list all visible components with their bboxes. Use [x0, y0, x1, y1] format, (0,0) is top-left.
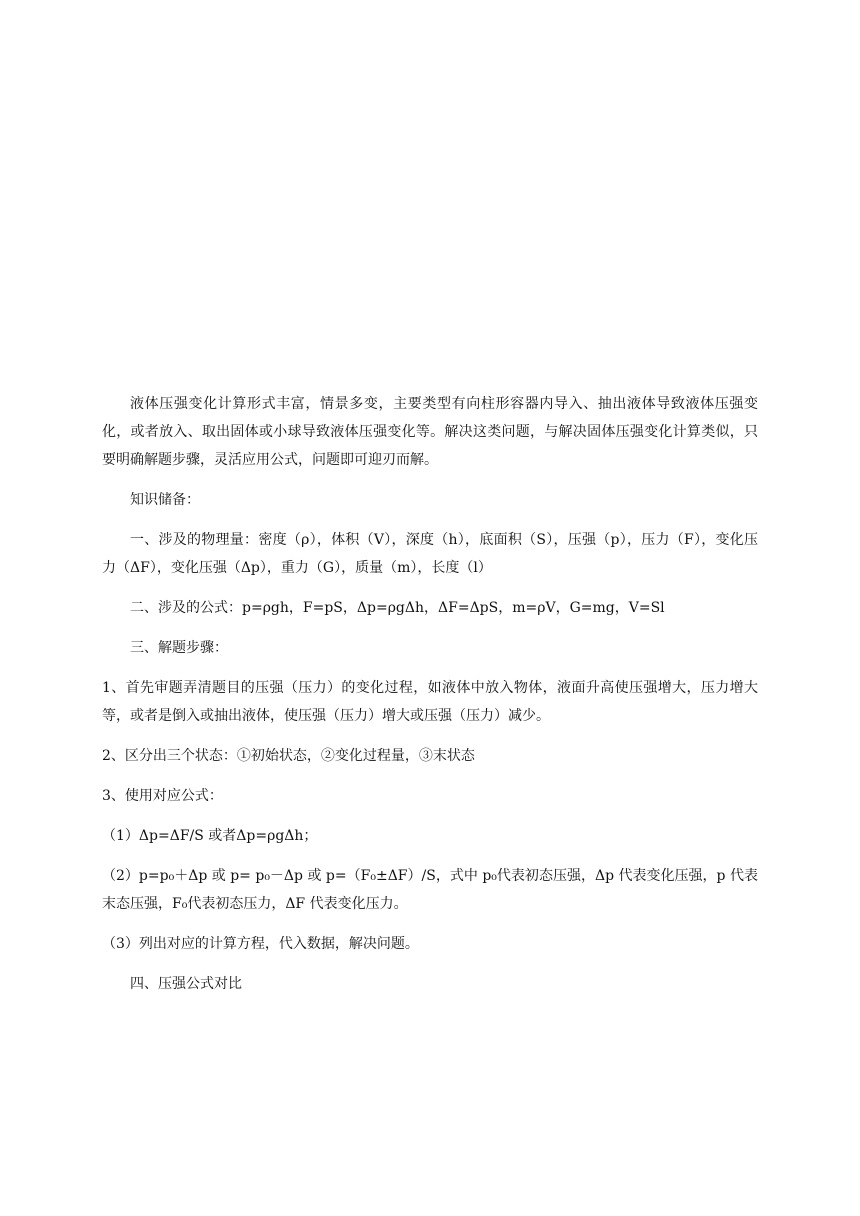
document-body [102, 390, 758, 998]
formulas-paragraph: 二、涉及的公式：p=ρgh，F=pS，Δp=ρgΔh，ΔF=ΔpS，m=ρV，G=mg，V=Sl [130, 600, 665, 616]
formula-item-1: （1）Δp=ΔF/S 或者Δp=ρgΔh； [102, 828, 318, 844]
comparison-heading: 四、压强公式对比 [130, 976, 242, 992]
step-3-paragraph: 3、使用对应公式： [102, 788, 223, 804]
formula-item-2: （2）p=p₀＋Δp 或 p= p₀－Δp 或 p=（F₀±ΔF）/S，式中 p₀代表初态压强，Δp 代表变化压强，p 代表末态压强，F₀代表初态压力，ΔF 代表变化压力。 [102, 868, 758, 912]
step-1-paragraph: 1、首先审题弄清题目的压强（压力）的变化过程，如液体中放入物体，液面升高使压强增大，压力增大等，或者是倒入或抽出液体，使压强（压力）增大或压强（压力）减少。 [102, 680, 758, 724]
physical-quantities-paragraph: 一、涉及的物理量：密度（ρ），体积（V），深度（h），底面积（S），压强（p），压力（F），变化压力（ΔF），变化压强（Δp），重力（G），质量（m），长度（l） [102, 532, 758, 576]
intro-paragraph: 液体压强变化计算形式丰富，情景多变，主要类型有向柱形容器内导入、抽出液体导致液体压强变化，或者放入、取出固体或小球导致液体压强变化等。解决这类问题，与解决固体压强变化计算类似，只要明确解题步骤，灵活应用公式，问题即可迎刃而解。 [102, 396, 758, 468]
step-2-paragraph: 2、区分出三个状态：①初始状态，②变化过程量，③末状态 [102, 748, 475, 764]
knowledge-heading: 知识储备： [130, 492, 200, 508]
steps-heading: 三、解题步骤： [130, 640, 228, 656]
formula-item-3: （3）列出对应的计算方程，代入数据，解决问题。 [102, 936, 419, 952]
